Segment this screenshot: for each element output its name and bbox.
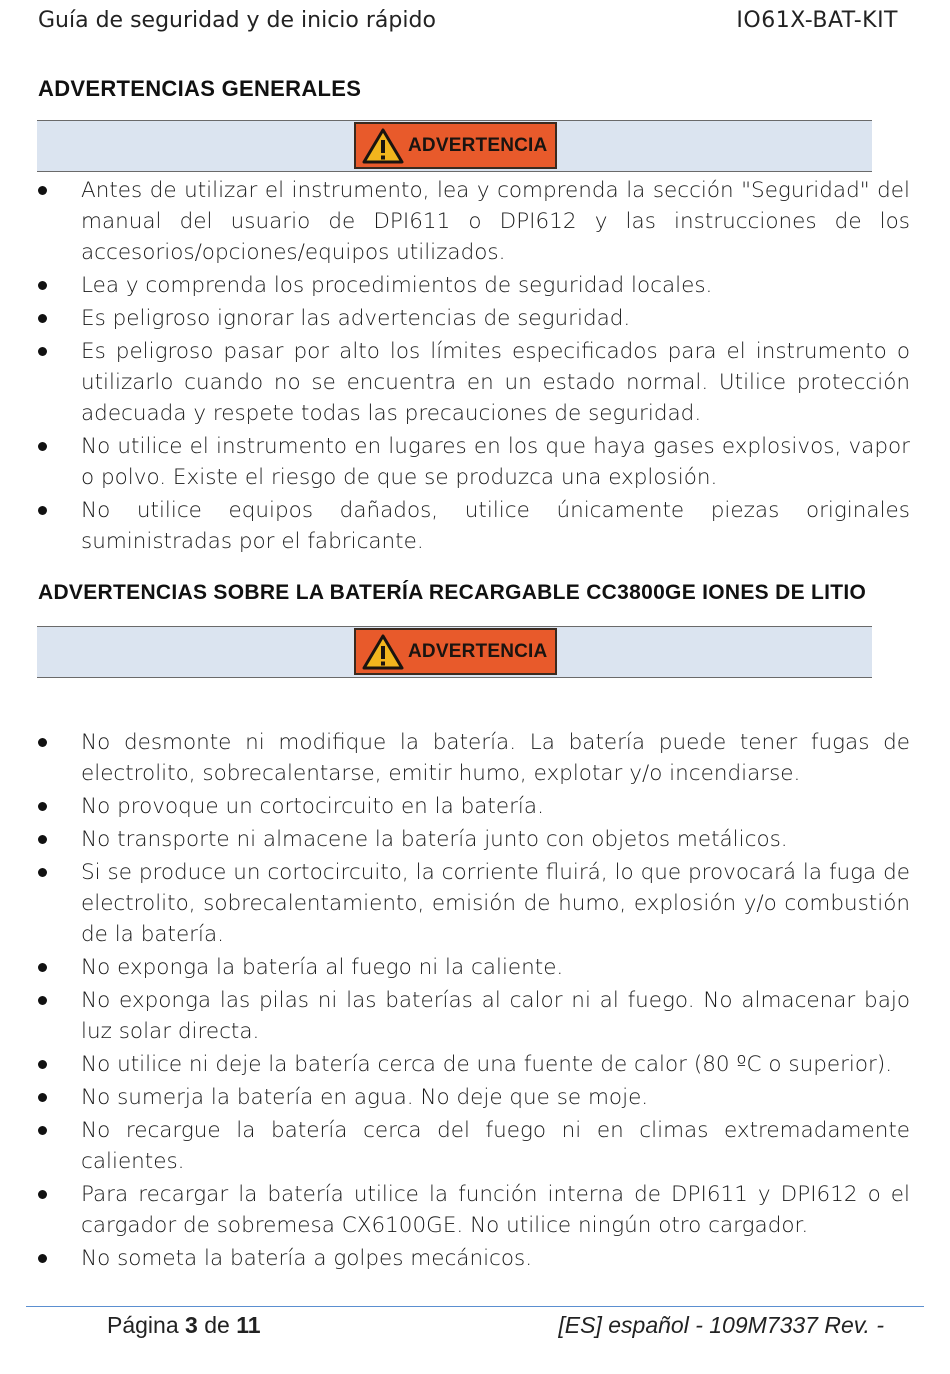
list-item: Es peligroso ignorar las advertencias de seguridad. [38, 303, 910, 334]
footer-divider [26, 1306, 924, 1307]
bullet-icon [38, 1060, 47, 1069]
list-item: No transporte ni almacene la batería junto con objetos metálicos. [38, 824, 910, 855]
bullet-icon [38, 1190, 47, 1199]
bullet-icon [38, 835, 47, 844]
warning-label: ADVERTENCIA [408, 640, 548, 662]
document-reference: [ES] español - 109M7337 Rev. - [558, 1312, 884, 1338]
list-item: No provoque un cortocircuito en la batería. [38, 791, 910, 822]
warning-badge [354, 122, 557, 169]
bullet-icon [38, 963, 47, 972]
bullet-icon [38, 442, 47, 451]
warning-banner [37, 626, 872, 678]
bullet-icon [38, 996, 47, 1005]
list-item: Antes de utilizar el instrumento, lea y comprenda la sección "Seguridad" del manual del usuario de DPI611 o DPI612 y las instrucciones de los accesorios/opciones/equipos utilizados. [38, 175, 910, 268]
battery-warnings-list [38, 727, 910, 1276]
list-item: No desmonte ni modifique la batería. La batería puede tener fugas de electrolito, sobrecalentarse, emitir humo, explotar y/o incendiarse. [38, 727, 910, 789]
bullet-icon [38, 186, 47, 195]
list-item: Es peligroso pasar por alto los límites especificados para el instrumento o utilizarlo cuando no se encuentra en un estado normal. Utilice protección adecuada y respete todas las precauciones de seguridad. [38, 336, 910, 429]
warning-label: ADVERTENCIA [408, 134, 548, 156]
product-code: IO61X-BAT-KIT [736, 8, 898, 33]
bullet-icon [38, 314, 47, 323]
list-item: Si se produce un cortocircuito, la corriente fluirá, lo que provocará la fuga de electrolito, sobrecalentamiento, emisión de humo, explosión y/o combustión de la batería. [38, 857, 910, 950]
warning-triangle-icon [362, 634, 404, 670]
list-item: No utilice el instrumento en lugares en los que haya gases explosivos, vapor o polvo. Existe el riesgo de que se produzca una explosión. [38, 431, 910, 493]
list-item: Para recargar la batería utilice la función interna de DPI611 y DPI612 o el cargador de sobremesa CX6100GE. No utilice ningún otro cargador. [38, 1179, 910, 1241]
list-item: No exponga las pilas ni las baterías al calor ni al fuego. No almacenar bajo luz solar directa. [38, 985, 910, 1047]
list-item: No recargue la batería cerca del fuego ni en climas extremadamente calientes. [38, 1115, 910, 1177]
bullet-icon [38, 506, 47, 515]
bullet-icon [38, 738, 47, 747]
bullet-icon [38, 1254, 47, 1263]
list-item: No someta la batería a golpes mecánicos. [38, 1243, 910, 1274]
list-item: Lea y comprenda los procedimientos de seguridad locales. [38, 270, 910, 301]
section-title-general-warnings: ADVERTENCIAS GENERALES [38, 76, 362, 101]
section-title-battery-warnings: ADVERTENCIAS SOBRE LA BATERÍA RECARGABLE CC3800GE IONES DE LITIO [38, 581, 867, 604]
bullet-icon [38, 1126, 47, 1135]
warning-badge [354, 628, 557, 675]
warning-banner [37, 120, 872, 172]
warning-triangle-icon [362, 128, 404, 164]
document-title: Guía de seguridad y de inicio rápido [38, 8, 436, 33]
list-item: No exponga la batería al fuego ni la caliente. [38, 952, 910, 983]
list-item: No utilice equipos dañados, utilice únicamente piezas originales suministradas por el fabricante. [38, 495, 910, 557]
list-item: No utilice ni deje la batería cerca de una fuente de calor (80 ºC o superior). [38, 1049, 910, 1080]
bullet-icon [38, 868, 47, 877]
page-header [38, 8, 898, 38]
general-warnings-list [38, 175, 910, 559]
page-number: Página 3 de 11 [107, 1312, 261, 1338]
bullet-icon [38, 802, 47, 811]
bullet-icon [38, 281, 47, 290]
list-item: No sumerja la batería en agua. No deje que se moje. [38, 1082, 910, 1113]
bullet-icon [38, 347, 47, 356]
bullet-icon [38, 1093, 47, 1102]
